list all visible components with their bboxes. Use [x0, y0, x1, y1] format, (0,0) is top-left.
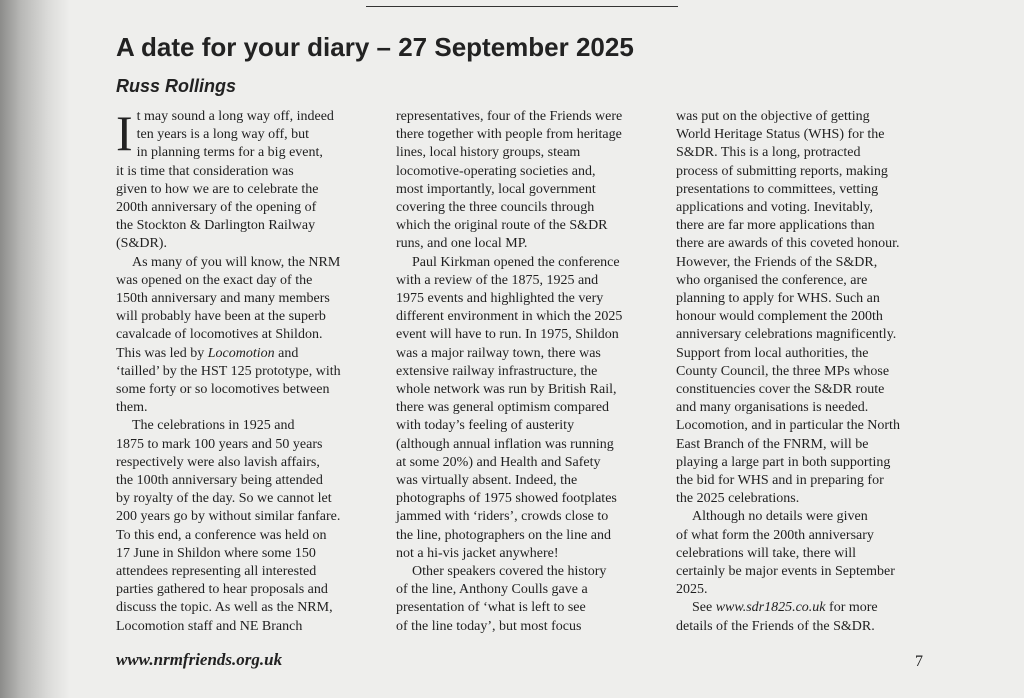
article-text-line: given to how we are to celebrate the	[116, 181, 319, 197]
article-text-line: the 100th anniversary being attended	[116, 473, 323, 489]
article-text-line: process of submitting reports, making	[676, 163, 888, 179]
article-author: Russ Rollings	[116, 76, 237, 96]
article-text-line: respectively were also lavish affairs,	[116, 454, 320, 470]
article-text-line: photographs of 1975 showed footplates	[396, 491, 617, 507]
article-text-line: the 2025 celebrations.	[676, 491, 800, 507]
article-text-line: runs, and one local MP.	[396, 236, 528, 252]
article-text-line: the line, photographers on the line and	[396, 527, 611, 543]
article-text-line: (although annual inflation was running	[396, 436, 614, 452]
article-text-line: applications and voting. Inevitably,	[676, 200, 873, 216]
top-rule-divider	[366, 6, 678, 7]
article-text-line: there was general optimism compared	[396, 400, 610, 416]
article-text-line: constituencies cover the S&DR route	[676, 382, 885, 398]
article-text-line: t may sound a long way off, indeed	[136, 109, 334, 124]
article-text-line: 1875 to mark 100 years and 50 years	[116, 436, 323, 452]
article-text-line: playing a large part in both supporting	[676, 454, 891, 470]
article-text-line: with a review of the 1875, 1925 and	[396, 272, 599, 288]
article-text-line: See www.sdr1825.co.uk for more	[692, 600, 878, 616]
article-text-line: in planning terms for a big event,	[136, 145, 323, 161]
article-text-line: details of the Friends of the S&DR.	[676, 618, 875, 634]
article-column-2	[396, 108, 658, 636]
article-text-line: lines, local history groups, steam	[396, 145, 581, 161]
article-text-line: extensive railway infrastructure, the	[396, 363, 598, 379]
article-text-line: Support from local authorities, the	[676, 345, 869, 361]
article-text-line: parties gathered to hear proposals and	[116, 582, 328, 598]
page-gutter-shadow	[0, 0, 70, 698]
article-text-line: 200 years go by without similar fanfare.	[116, 509, 341, 525]
article-text-line: This was led by Locomotion and	[116, 345, 299, 361]
article-text-line: presentation of ‘what is left to see	[396, 600, 586, 616]
article-text-line: planning to apply for WHS. Such an	[676, 291, 880, 307]
article-text-line: and many organisations is needed.	[676, 400, 869, 416]
article-title: A date for your diary – 27 September 2025	[116, 32, 634, 62]
article-text-line: 200th anniversary of the opening of	[116, 200, 317, 216]
article-text-line: not a hi-vis jacket anywhere!	[396, 545, 559, 561]
article-text-line: World Heritage Status (WHS) for the	[676, 127, 885, 143]
article-text-line: was put on the objective of getting	[676, 109, 870, 124]
article-text-line: different environment in which the 2025	[396, 309, 623, 325]
article-text-line: with today’s feeling of austerity	[396, 418, 575, 434]
article-text-line: whole network was run by British Rail,	[396, 382, 617, 398]
article-text-line: who organised the conference, are	[676, 272, 868, 288]
article-text-line: 1975 events and highlighted the very	[396, 291, 604, 307]
article-text-line: 2025.	[676, 582, 708, 598]
article-text-line: As many of you will know, the NRM	[132, 254, 341, 270]
article-text-line: The celebrations in 1925 and	[132, 418, 295, 434]
footer-website-url: www.nrmfriends.org.uk	[116, 650, 283, 669]
article-text-line: which the original route of the S&DR	[396, 218, 608, 234]
article-text-line: presentations to committees, vetting	[676, 181, 879, 197]
article-text-line: event will have to run. In 1975, Shildon	[396, 327, 619, 343]
article-text-line: most importantly, local government	[396, 181, 596, 197]
drop-cap: I	[116, 105, 133, 161]
article-text-line: the bid for WHS and in preparing for	[676, 473, 884, 489]
article-text-line: Paul Kirkman opened the conference	[412, 254, 620, 270]
article-text-line: Although no details were given	[692, 509, 868, 525]
article-text-line: celebrations will take, there will	[676, 545, 856, 561]
article-text-line: However, the Friends of the S&DR,	[676, 254, 878, 270]
article-text-line: the Stockton & Darlington Railway	[116, 218, 316, 234]
article-text-line: discuss the topic. As well as the NRM,	[116, 600, 333, 616]
article-text-line: honour would complement the 200th	[676, 309, 883, 325]
article-text-line: some forty or so locomotives between	[116, 382, 330, 398]
article-column-1	[116, 105, 372, 636]
article-text-line: there are far more applications than	[676, 218, 875, 234]
article-text-line: ten years is a long way off, but	[136, 127, 310, 143]
article-text-line: Locomotion, and in particular the North	[676, 418, 900, 434]
article-text-line: there are awards of this coveted honour.	[676, 236, 900, 252]
article-text-line: East Branch of the FNRM, will be	[676, 436, 869, 452]
article-text-line: locomotive-operating societies and,	[396, 163, 596, 179]
article-text-line: 150th anniversary and many members	[116, 291, 330, 307]
article-text-line: County Council, the three MPs whose	[676, 363, 890, 379]
article-text-line: jammed with ‘riders’, crowds close to	[396, 509, 609, 525]
article-text-line: was opened on the exact day of the	[116, 272, 313, 288]
article-text-line: by royalty of the day. So we cannot let	[116, 491, 332, 507]
article-text-line: Locomotion staff and NE Branch	[116, 618, 303, 634]
page-number: 7	[915, 653, 923, 670]
article-text-line: it is time that consideration was	[116, 163, 294, 179]
article-text-line: was virtually absent. Indeed, the	[396, 473, 578, 489]
article-text-line: was a major railway town, there was	[396, 345, 601, 361]
article-text-line: To this end, a conference was held on	[116, 527, 327, 543]
article-text-line: of the line today’, but most focus	[396, 618, 582, 634]
article-text-line: covering the three councils through	[396, 200, 595, 216]
article-text-line: them.	[116, 400, 148, 416]
article-text-line: will probably have been at the superb	[116, 309, 326, 325]
article-text-line: anniversary celebrations magnificently.	[676, 327, 897, 343]
article-text-line: (S&DR).	[116, 236, 167, 252]
article-column-3	[676, 108, 926, 636]
article-text-line: Other speakers covered the history	[412, 564, 607, 580]
article-text-line: representatives, four of the Friends were	[396, 109, 623, 124]
article-text-line: cavalcade of locomotives at Shildon.	[116, 327, 323, 343]
article-text-line: attendees representing all interested	[116, 564, 317, 580]
article-text-line: of what form the 200th anniversary	[676, 527, 874, 543]
article-text-line: ‘tailled’ by the HST 125 prototype, with	[116, 363, 341, 379]
article-text-line: S&DR. This is a long, protracted	[676, 145, 861, 161]
article-text-line: at some 20%) and Health and Safety	[396, 454, 601, 470]
article-text-line: 17 June in Shildon where some 150	[116, 545, 316, 561]
article-text-line: there together with people from heritage	[396, 127, 622, 143]
article-text-line: certainly be major events in September	[676, 564, 895, 580]
article-text-line: of the line, Anthony Coulls gave a	[396, 582, 588, 598]
